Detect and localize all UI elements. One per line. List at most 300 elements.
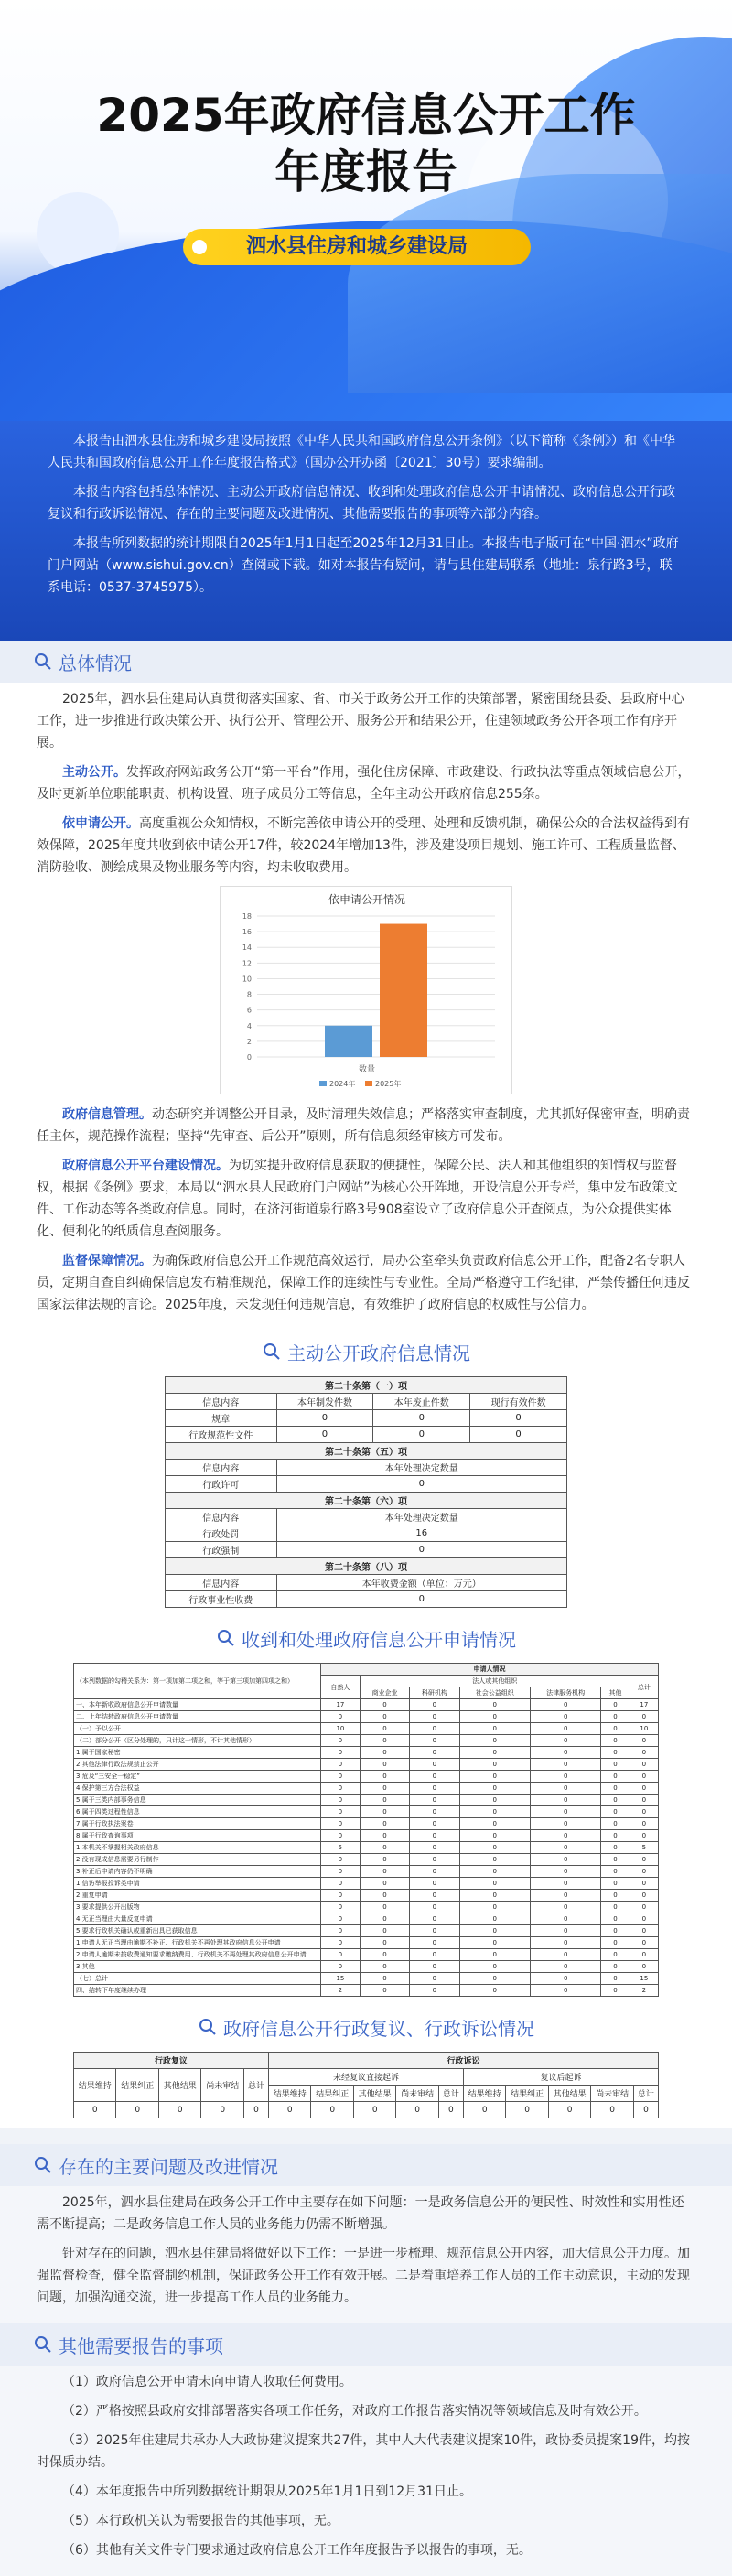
table-row [74, 1783, 659, 1795]
table-cell: 0 [630, 1878, 658, 1890]
table-header: 社会公益组织 [459, 1687, 530, 1699]
table-cell: 0 [630, 1925, 658, 1937]
table-header: 商业企业 [360, 1687, 409, 1699]
decor-wave [348, 174, 732, 393]
row-label: 1.本机关不掌握相关政府信息 [74, 1842, 321, 1854]
table-row [74, 1818, 659, 1830]
table-cell: 15 [630, 1973, 658, 1985]
table-header: 行政复议 [74, 2053, 269, 2069]
table-header: 本年制发件数 [276, 1394, 373, 1410]
table-cell: 0 [438, 2102, 463, 2118]
table-cell: 0 [601, 1818, 630, 1830]
table-cell: 0 [630, 1735, 658, 1747]
table-cell: 0 [530, 1747, 600, 1759]
table-row [74, 1771, 659, 1783]
table-row [74, 1961, 659, 1973]
table-header: 结果纠正 [311, 2086, 353, 2102]
row-label: 3.其他 [74, 1961, 321, 1973]
legend-label-2025: 2025年 [375, 1080, 402, 1088]
table-cell: 0 [530, 1902, 600, 1913]
table-cell: 0 [321, 1771, 361, 1783]
table-cell: 0 [360, 1735, 409, 1747]
table-cell: 0 [630, 1795, 658, 1806]
table-cell: 0 [410, 1985, 459, 1997]
table-cell: 0 [630, 1949, 658, 1961]
table-cell: 0 [530, 1759, 600, 1771]
paragraph-lead: 监督保障情况。 [62, 1254, 152, 1268]
overview-paragraph [37, 1250, 695, 1316]
table-cell: 0 [410, 1937, 459, 1949]
table-cell: 0 [360, 1949, 409, 1961]
table-header: 总计 [438, 2086, 463, 2102]
magnifier-icon [262, 1342, 282, 1362]
table-cell: 0 [410, 1723, 459, 1735]
table-row [74, 1830, 659, 1842]
legend-label-2024: 2024年 [329, 1080, 356, 1088]
table-cell: 0 [630, 1771, 658, 1783]
row-label: 1.信访举报投诉类申请 [74, 1878, 321, 1890]
section-problems-heading [0, 2144, 732, 2186]
table-row [74, 1723, 659, 1735]
intro-block [0, 421, 732, 641]
table-row [74, 1878, 659, 1890]
table-cell: 行政强制 [166, 1542, 277, 1558]
table-cell: 0 [601, 1925, 630, 1937]
table-header: 信息内容 [166, 1394, 277, 1410]
table-cell: 0 [630, 1806, 658, 1818]
magnifier-icon [198, 2017, 218, 2037]
problems-paragraph: 针对存在的问题，泗水县住建局将做好以下工作：一是进一步梳理、规范信息公开内容，加大信息公开力度。加强监督检查，健全监督制约机制，保证政务公开工作有效开展。二是着重培养工作人员的工作主动意识，主动的发现问题，加强沟通交流，进一步提高工作人员的业务能力。 [37, 2247, 690, 2305]
paragraph-body: 动态研究并调整公开目录，及时清理失效信息；严格落实审查制度，尤其抓好保密审查，明确责任主体，规范操作流程；坚持“先审查、后公开”原则，所有信息须经审核方可发布。 [37, 1107, 690, 1144]
row-label: 2.申请人逾期未按收费通知要求缴纳费用、行政机关不再处理其政府信息公开申请 [74, 1949, 321, 1961]
y-tick-label: 16 [242, 928, 252, 937]
table-cell: 0 [633, 2102, 658, 2118]
review-table-wrap [0, 2048, 732, 2128]
overview-panel [0, 683, 732, 1331]
table-cell: 0 [360, 1830, 409, 1842]
table-cell: 0 [321, 1949, 361, 1961]
section-review-heading [0, 2006, 732, 2048]
table-cell: 0 [530, 1925, 600, 1937]
table-header: 结果维持 [463, 2086, 505, 2102]
table-cell: 0 [410, 1866, 459, 1878]
row-label: 4.保护第三方合法权益 [74, 1783, 321, 1795]
table-header: 总计 [243, 2069, 268, 2102]
table-cell: 0 [530, 1795, 600, 1806]
table-cell: 0 [276, 1542, 566, 1558]
table-cell: 15 [321, 1973, 361, 1985]
table-cell: 0 [360, 1842, 409, 1854]
table-cell: 0 [276, 1427, 373, 1443]
table-cell: 0 [530, 1973, 600, 1985]
table-cell: 0 [243, 2102, 268, 2118]
table-cell: 0 [459, 1830, 530, 1842]
table-header: 尚未审结 [591, 2086, 633, 2102]
table-group-title: 第二十条第（一）项 [166, 1377, 567, 1394]
paragraph-lead: 依申请公开。 [62, 816, 139, 831]
table-cell: 0 [459, 1747, 530, 1759]
table-cell: 0 [459, 1973, 530, 1985]
table-cell: 0 [601, 1771, 630, 1783]
section-title: 总体情况 [59, 652, 132, 674]
table-header: 复议后起诉 [463, 2069, 658, 2086]
table-row [74, 1806, 659, 1818]
y-tick-label: 8 [246, 990, 252, 999]
table-cell: 0 [459, 1711, 530, 1723]
row-label: 8.属于行政查询事项 [74, 1830, 321, 1842]
table-cell: 10 [321, 1723, 361, 1735]
row-label: 3.要求提供公开出版物 [74, 1902, 321, 1913]
legend-swatch-2024 [319, 1081, 327, 1086]
others-item: （5）本行政机关认为需要报告的其他事项，无。 [62, 2514, 339, 2528]
table-row [74, 1759, 659, 1771]
table-cell: 0 [360, 1723, 409, 1735]
problems-paragraph: 2025年，泗水县住建局在政务公开工作中主要存在如下问题：一是政务信息公开的便民性、时效性和实用性还需不断提高；二是政务信息工作人员的业务能力仍需不断增强。 [37, 2195, 684, 2232]
table-cell: 0 [360, 1973, 409, 1985]
section-apply-heading [0, 1617, 732, 1659]
row-label: 1.申请人无正当理由逾期不补正、行政机关不再处理其政府信息公开申请 [74, 1937, 321, 1949]
table-cell: 0 [530, 1806, 600, 1818]
table-cell: 0 [630, 1818, 658, 1830]
y-tick-label: 2 [246, 1037, 252, 1046]
bar-2024年 [325, 1026, 372, 1057]
table-cell: 0 [276, 1591, 566, 1608]
table-cell: 0 [459, 1925, 530, 1937]
table-cell: 0 [360, 1795, 409, 1806]
paragraph-body: 为切实提升政府信息获取的便捷性，保障公民、法人和其他组织的知情权与监督权，根据《条例》要求，本局以“泗水县人民政府门户网站”为核心公开阵地，开设信息公开专栏，集中发布政策文件、工作动态等各类政府信息。同时，在济河街道泉行路3号908室设立了政府信息公开查阅点，为公众提供实体化、便利化的纸质信息查阅服务。 [37, 1159, 678, 1239]
table-cell: 0 [410, 1842, 459, 1854]
table-cell: 0 [321, 1795, 361, 1806]
table-header: 总计 [630, 1676, 658, 1699]
table-cell: 行政规范性文件 [166, 1427, 277, 1443]
table-cell: 0 [360, 1866, 409, 1878]
table-cell: 0 [410, 1747, 459, 1759]
table-row [74, 1699, 659, 1711]
table-header: 结果纠正 [116, 2069, 158, 2102]
report-title-line1: 2025年政府信息公开工作 [96, 89, 636, 142]
table-header: 未经复议直接起诉 [268, 2069, 463, 2086]
row-label: 7.属于行政执法案卷 [74, 1818, 321, 1830]
section-others-heading [0, 2323, 732, 2366]
y-tick-label: 4 [246, 1021, 252, 1030]
table-cell: 0 [373, 1410, 470, 1427]
others-item: （1）政府信息公开申请未向申请人收取任何费用。 [62, 2375, 352, 2389]
table-header: 自然人 [321, 1676, 361, 1699]
chart-title: 依申请公开情况 [328, 893, 406, 906]
table-cell: 0 [410, 1878, 459, 1890]
table-cell: 10 [630, 1723, 658, 1735]
table-cell: 0 [360, 1759, 409, 1771]
review-table [73, 2052, 659, 2118]
table-cell: 0 [353, 2102, 395, 2118]
row-label: 6.属于四类过程性信息 [74, 1806, 321, 1818]
table-header: 行政诉讼 [268, 2053, 658, 2069]
table-cell: 0 [410, 1890, 459, 1902]
table-cell: 0 [601, 1723, 630, 1735]
table-cell: 0 [530, 1878, 600, 1890]
table-cell: 0 [410, 1771, 459, 1783]
table-group-title: 第二十条第（五）项 [166, 1443, 567, 1460]
table-cell: 0 [630, 1830, 658, 1842]
table-row [74, 1985, 659, 1997]
paragraph-body: 发挥政府网站政务公开“第一平台”作用，强化住房保障、市政建设、行政执法等重点领域信息公开，及时更新单位职能职责、机构设置、班子成员分工等信息，全年主动公开政府信息255条。 [37, 765, 691, 802]
table-cell: 0 [459, 1937, 530, 1949]
table-cell: 0 [360, 1771, 409, 1783]
table-header: 尚未审结 [201, 2069, 243, 2102]
table-cell: 0 [459, 1902, 530, 1913]
table-cell: 0 [360, 1878, 409, 1890]
table-cell: 0 [601, 1913, 630, 1925]
y-tick-label: 12 [242, 959, 252, 968]
table-cell: 0 [360, 1806, 409, 1818]
table-cell: 0 [601, 1759, 630, 1771]
table-cell: 0 [321, 1902, 361, 1913]
table-header: 科研机构 [410, 1687, 459, 1699]
table-cell: 0 [360, 1913, 409, 1925]
row-label: 1.属于国家秘密 [74, 1747, 321, 1759]
active-disclosure-table-wrap [0, 1373, 732, 1617]
table-cell: 0 [601, 1783, 630, 1795]
table-cell: 0 [268, 2102, 310, 2118]
overview-paragraph [37, 1155, 695, 1243]
table-cell: 16 [276, 1525, 566, 1542]
table-cell: 0 [601, 1795, 630, 1806]
table-cell: 17 [630, 1699, 658, 1711]
table-cell: 0 [410, 1854, 459, 1866]
table-row [74, 1711, 659, 1723]
table-cell: 0 [601, 1866, 630, 1878]
others-item: （6）其他有关文件专门要求通过政府信息公开工作年度报告予以报告的事项，无。 [62, 2543, 532, 2558]
table-cell: 0 [360, 1890, 409, 1902]
table-header: 其他结果 [548, 2086, 590, 2102]
y-tick-label: 18 [242, 912, 252, 921]
table-corner-note: （本列数据的勾稽关系为：第一项加第二项之和，等于第三项加第四项之和） [74, 1664, 321, 1699]
overview-paragraph: 2025年，泗水县住建局认真贯彻落实国家、省、市关于政务公开工作的决策部署，紧密围绕县委、县政府中心工作，进一步推进行政决策公开、执行公开、管理公开、服务公开和结果公开，住建领域政务公开各项工作有序开展。 [37, 692, 684, 750]
table-cell: 0 [530, 1949, 600, 1961]
table-cell: 0 [321, 1711, 361, 1723]
active-disclosure-table [165, 1376, 567, 1608]
table-cell: 0 [459, 1866, 530, 1878]
table-cell: 0 [530, 1783, 600, 1795]
table-cell: 0 [601, 1937, 630, 1949]
chart-canvas [221, 887, 513, 1095]
table-header: 其他结果 [158, 2069, 200, 2102]
magnifier-icon [216, 1628, 236, 1648]
table-row [74, 1842, 659, 1854]
table-row [74, 1795, 659, 1806]
table-cell: 0 [360, 1902, 409, 1913]
table-cell: 0 [410, 1783, 459, 1795]
table-row [74, 1913, 659, 1925]
table-cell: 0 [410, 1925, 459, 1937]
table-cell: 0 [630, 1902, 658, 1913]
y-tick-label: 0 [246, 1053, 252, 1062]
paragraph-body: 为确保政府信息公开工作规范高效运行，局办公室牵头负责政府信息公开工作，配备2名专职人员，定期自查自纠确保信息发布精准规范，保障工作的连续性与专业性。全局严格遵守工作纪律，严禁传播任何违反国家法律法规的言论。2025年度，未发现任何违规信息，有效维护了政府信息的权威性与公信力。 [37, 1254, 690, 1312]
table-cell: 0 [459, 1854, 530, 1866]
table-cell: 0 [530, 1854, 600, 1866]
table-cell: 0 [321, 1925, 361, 1937]
table-cell: 5 [630, 1842, 658, 1854]
table-header: 本年处理决定数量 [276, 1460, 566, 1476]
table-cell: 0 [360, 1961, 409, 1973]
table-cell: 0 [530, 1711, 600, 1723]
table-cell: 0 [601, 1902, 630, 1913]
table-cell: 0 [321, 1783, 361, 1795]
table-cell: 0 [463, 2102, 505, 2118]
table-cell: 0 [459, 1806, 530, 1818]
table-row [74, 1937, 659, 1949]
intro-paragraph: 本报告由泗水县住房和城乡建设局按照《中华人民共和国政府信息公开条例》（以下简称《条例》）和《中华人民共和国政府信息公开工作年度报告格式》（国办公开办函〔2021〕30号）要求编制。 [48, 434, 675, 470]
table-header: 信息内容 [166, 1509, 277, 1525]
table-cell: 0 [459, 1759, 530, 1771]
table-cell: 0 [410, 1806, 459, 1818]
table-header: 本年处理决定数量 [276, 1509, 566, 1525]
table-cell: 0 [276, 1476, 566, 1493]
table-cell: 0 [601, 1854, 630, 1866]
magnifier-icon [33, 652, 53, 672]
table-cell: 0 [530, 1842, 600, 1854]
y-tick-label: 10 [242, 975, 252, 984]
table-cell: 0 [601, 1830, 630, 1842]
row-label: 2.没有现成信息需要另行制作 [74, 1854, 321, 1866]
paragraph-lead: 政府信息管理。 [62, 1107, 152, 1122]
report-cover [0, 0, 732, 421]
problems-panel [0, 2186, 732, 2323]
table-cell: 0 [360, 1699, 409, 1711]
table-cell: 0 [530, 1866, 600, 1878]
table-cell: 0 [630, 1854, 658, 1866]
table-cell: 0 [530, 1913, 600, 1925]
table-cell: 0 [601, 1878, 630, 1890]
table-cell: 0 [506, 2102, 548, 2118]
table-cell: 0 [530, 1699, 600, 1711]
apply-table-wrap [0, 1659, 732, 2006]
section-title: 政府信息公开行政复议、行政诉讼情况 [223, 2017, 534, 2040]
table-cell: 0 [410, 1949, 459, 1961]
row-label: （二）部分公开（区分处理的，只计这一情形，不计其他情形） [74, 1735, 321, 1747]
table-cell: 0 [630, 1783, 658, 1795]
table-cell: 0 [116, 2102, 158, 2118]
table-cell: 0 [630, 1961, 658, 1973]
table-cell: 0 [530, 1961, 600, 1973]
table-cell: 0 [601, 1735, 630, 1747]
table-header: 法律服务机构 [530, 1687, 600, 1699]
row-label: 4.无正当理由大量反复申请 [74, 1913, 321, 1925]
table-row [74, 1925, 659, 1937]
table-cell: 0 [630, 1747, 658, 1759]
table-cell: 0 [459, 1783, 530, 1795]
row-label: 二、上年结转政府信息公开申请数量 [74, 1711, 321, 1723]
others-panel [0, 2366, 732, 2576]
row-label: （一）予以公开 [74, 1723, 321, 1735]
table-row [74, 1735, 659, 1747]
table-header: 总计 [633, 2086, 658, 2102]
table-cell: 0 [601, 1699, 630, 1711]
magnifier-icon [33, 2334, 53, 2355]
table-cell: 0 [321, 1961, 361, 1973]
section-title: 其他需要报告的事项 [59, 2334, 223, 2357]
apply-table [73, 1663, 659, 1997]
table-cell: 0 [530, 1937, 600, 1949]
table-cell: 0 [360, 1854, 409, 1866]
table-cell: 0 [396, 2102, 438, 2118]
table-cell: 0 [601, 1949, 630, 1961]
table-group-title: 第二十条第（六）项 [166, 1493, 567, 1509]
table-cell: 0 [530, 1890, 600, 1902]
overview-paragraph [37, 761, 695, 805]
table-cell: 0 [74, 2102, 116, 2118]
row-label: 2.其他法律行政法规禁止公开 [74, 1759, 321, 1771]
paragraph-lead: 主动公开。 [62, 765, 126, 780]
table-cell: 0 [459, 1795, 530, 1806]
table-cell: 0 [360, 1985, 409, 1997]
application-chart [220, 886, 512, 1094]
table-cell: 0 [459, 1985, 530, 1997]
table-cell: 0 [360, 1818, 409, 1830]
table-cell: 行政处罚 [166, 1525, 277, 1542]
table-cell: 0 [459, 1842, 530, 1854]
table-cell: 0 [459, 1890, 530, 1902]
others-item: （2）严格按照县政府安排部署落实各项工作任务，对政府工作报告落实情况等领域信息及时有效公开。 [62, 2404, 647, 2419]
table-cell: 0 [410, 1973, 459, 1985]
table-cell: 0 [321, 1878, 361, 1890]
table-cell: 0 [591, 2102, 633, 2118]
table-cell: 0 [410, 1699, 459, 1711]
row-label: 四、结转下年度继续办理 [74, 1985, 321, 1997]
table-cell: 0 [530, 1818, 600, 1830]
table-cell: 0 [459, 1878, 530, 1890]
table-cell: 0 [158, 2102, 200, 2118]
table-cell: 0 [601, 1985, 630, 1997]
table-cell: 0 [459, 1723, 530, 1735]
table-cell: 0 [630, 1937, 658, 1949]
others-item: （4）本年度报告中所列数据统计期限从2025年1月1日到12月31日止。 [62, 2484, 472, 2499]
table-cell: 0 [459, 1699, 530, 1711]
row-label: 3.补正后申请内容仍不明确 [74, 1866, 321, 1878]
table-cell: 0 [630, 1759, 658, 1771]
table-cell: 0 [360, 1783, 409, 1795]
table-cell: 0 [321, 1806, 361, 1818]
table-cell: 0 [311, 2102, 353, 2118]
report-title [0, 87, 732, 200]
table-cell: 0 [548, 2102, 590, 2118]
section-overview-heading [0, 641, 732, 683]
intro-paragraph: 本报告所列数据的统计期限自2025年1月1日起至2025年12月31日止。本报告电子版可在“中国·泗水”政府门户网站（www.sishui.gov.cn）查阅或下载。如对本报告有疑问，请与县住建局联系（地址：泉行路3号，联系电话：0537-3745975）。 [48, 536, 679, 595]
table-cell: 0 [410, 1830, 459, 1842]
table-cell: 行政事业性收费 [166, 1591, 277, 1608]
others-item: （3）2025年住建局共承办人大政协建议提案共27件，其中人大代表建议提案10件，政协委员提案19件，均按时保质办结。 [37, 2433, 690, 2470]
table-header: 法人或其他组织 [360, 1676, 630, 1687]
report-title-line2: 年度报告 [274, 146, 458, 199]
table-cell: 0 [459, 1771, 530, 1783]
table-cell: 0 [601, 1711, 630, 1723]
table-header: 信息内容 [166, 1460, 277, 1476]
table-cell: 0 [459, 1961, 530, 1973]
row-label: 一、本年新收政府信息公开申请数量 [74, 1699, 321, 1711]
table-cell: 0 [360, 1711, 409, 1723]
table-row [74, 1890, 659, 1902]
table-cell: 0 [601, 1806, 630, 1818]
table-cell: 0 [321, 1735, 361, 1747]
table-group-title: 第二十条第（八）项 [166, 1558, 567, 1575]
table-cell: 0 [459, 1949, 530, 1961]
overview-paragraph [37, 813, 695, 878]
table-header: 结果纠正 [506, 2086, 548, 2102]
section-title: 收到和处理政府信息公开申请情况 [242, 1628, 516, 1651]
table-cell: 0 [410, 1735, 459, 1747]
table-cell: 0 [373, 1427, 470, 1443]
row-label: 2.重复申请 [74, 1890, 321, 1902]
